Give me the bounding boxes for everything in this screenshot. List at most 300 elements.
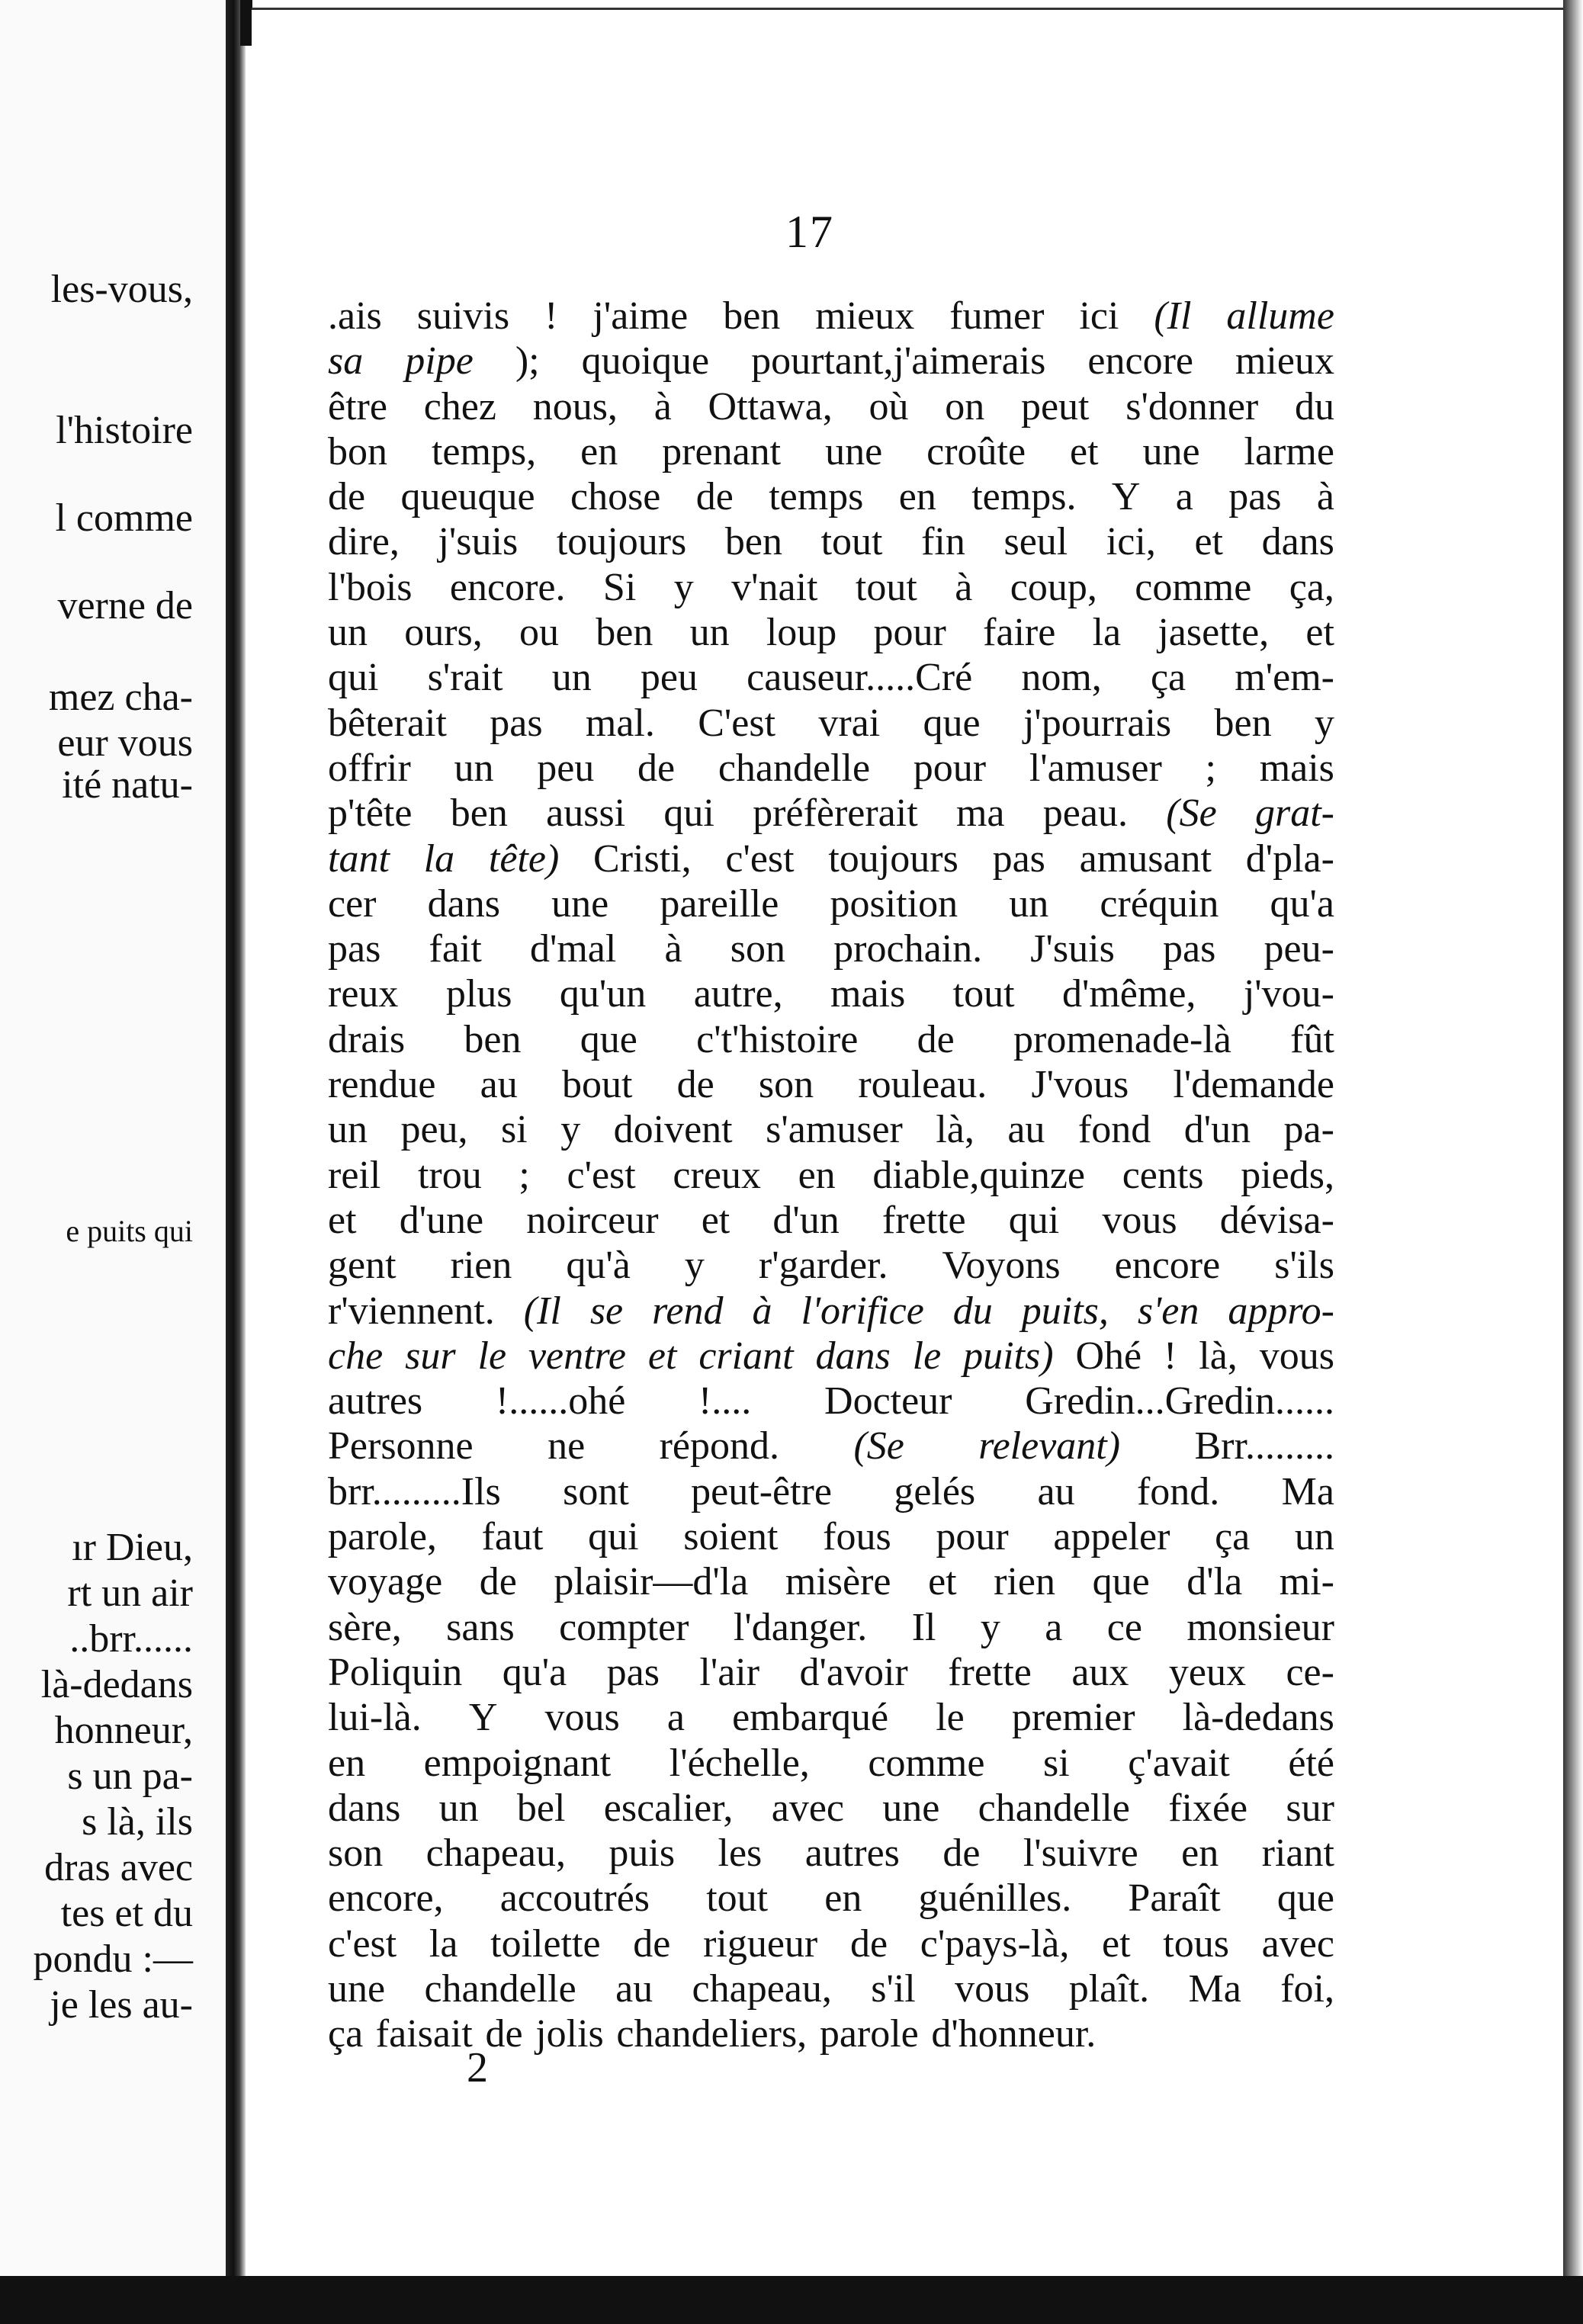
word: une [328,1966,386,2011]
word: fond [1077,1108,1151,1152]
text-line [328,1243,1334,1288]
word: mal. [585,701,655,745]
word: que [1092,1560,1150,1604]
word: drais [328,1017,406,1061]
text-line [328,746,1334,791]
word: m'em- [1235,656,1334,700]
left-page-fragment [0,0,233,2287]
word: que [580,1017,637,1061]
text-line [328,519,1334,564]
word: si [501,1108,528,1152]
word: tout [706,1876,769,1921]
word: s'en [1137,1289,1199,1333]
text-line [328,1334,1334,1379]
left-page-line: ité natu- [62,763,193,807]
word: en [824,1876,862,1921]
word: mieux [1235,339,1334,384]
word: queuque [400,475,535,519]
word: embarqué [732,1696,889,1740]
word: comme [1135,565,1252,609]
word: rouleau. [858,1063,987,1107]
left-page-line: l'histoire [56,409,193,452]
word: et [647,1334,677,1378]
word: à [1316,475,1334,519]
word: parole, [328,1515,437,1559]
word: a [666,1696,685,1740]
word: accoutrés [499,1876,650,1921]
word: pourtant,j'aimerais [751,339,1046,384]
word: p'tête [328,791,413,836]
word: rendue [328,1063,436,1107]
word: de [942,1831,981,1876]
word: frette [881,1198,966,1242]
word: du [952,1289,993,1333]
word: ben [464,1017,522,1061]
word: Ottawa, [708,384,833,429]
word: dans [328,1786,401,1830]
word: pour [936,1515,1009,1559]
word: j'pourrais [1023,701,1172,745]
word: monsieur [1186,1605,1334,1649]
word: au [1007,1108,1045,1152]
word: en [898,475,936,519]
word: tête) [488,836,560,881]
text-line [328,701,1334,746]
word: vous [1102,1198,1177,1242]
word: ce [1106,1605,1142,1649]
word: soient [683,1515,779,1559]
word: causeur.....Cré [747,656,973,700]
word: son [328,1831,384,1876]
word: d'avoir [799,1650,908,1694]
word: croûte [926,429,1026,473]
word: été [1288,1741,1334,1785]
word: l'air [699,1650,760,1694]
word: un [328,1108,368,1152]
word: larme [1244,429,1334,473]
left-page-line: l comme [55,496,193,540]
word: Ohé [1075,1334,1142,1378]
word: temps, [431,429,537,473]
word: mi- [1279,1560,1334,1604]
text-line [328,610,1334,655]
word: une [882,1786,940,1830]
word: qu'a [1270,881,1334,926]
word: promenade-là [1013,1017,1231,1061]
word: dans [427,881,500,926]
word: son [758,1063,814,1107]
word: un [551,656,592,700]
word: bêterait [328,701,447,745]
word: offrir [328,746,411,790]
gutter-top-mark [240,0,252,46]
word: Y [468,1696,498,1740]
text-line [328,294,1334,339]
text-line [328,1876,1334,1921]
word: Si [602,565,637,609]
word: où [869,384,909,429]
word: premier [1011,1696,1135,1740]
word: plaisir—d'la [554,1560,749,1604]
word: et [1102,1921,1131,1966]
word: Paraît [1128,1876,1221,1921]
text-line [328,1741,1334,1786]
word: son [730,927,785,971]
word: Ma [1188,1966,1241,2011]
word: gelés [894,1469,976,1513]
left-page-line: eur vous [57,721,193,765]
word: ça [328,2012,364,2056]
word: créquin [1100,881,1219,926]
word: peu [640,656,698,700]
word: loup [766,611,837,655]
word: une [551,881,609,926]
word: encore, [328,1876,444,1921]
word: un [1294,1515,1334,1559]
word: Personne [328,1424,474,1469]
word: et [928,1560,957,1604]
word: avec [771,1786,844,1830]
word: position [830,881,958,926]
text-line [328,1650,1334,1695]
word: d'la [1186,1560,1243,1604]
word: (Se [1166,791,1217,836]
word: on [945,384,985,429]
word: vous [544,1696,620,1740]
word: l'amuser [1029,746,1162,790]
word: encore. [449,565,566,609]
text-line [328,1424,1334,1469]
word: s'ils [1274,1244,1334,1288]
word: Cristi, [593,836,692,881]
word: appro- [1228,1289,1334,1333]
word: là-dedans [1182,1696,1334,1740]
word: jasette, [1158,611,1270,655]
word: pas [1228,475,1282,519]
word: une [1142,429,1200,473]
word: temps [769,475,864,519]
word: de [479,1560,517,1604]
word: y [1314,701,1334,745]
word: pas [490,701,543,745]
word: qu'à [566,1244,631,1288]
text-line [328,1921,1334,1966]
word: allume [1226,294,1334,338]
word: et [1305,611,1334,655]
text-line [328,339,1334,384]
left-page-line: pondu :— [33,1937,193,1981]
word: Voyons [942,1244,1061,1288]
text-line [328,1198,1334,1243]
word: là, [936,1108,975,1152]
word: grat- [1254,791,1334,836]
word: C'est [698,701,776,745]
word: pipe [405,339,474,384]
word: sa [328,339,364,384]
word: compter [559,1605,689,1649]
word: j'vou- [1243,972,1334,1016]
word: mais [830,972,906,1016]
word: d'un [1183,1108,1251,1152]
word: r'viennent. [328,1289,495,1333]
word: pas [606,1650,660,1694]
word: chandelle [718,746,871,790]
word: peu [537,746,595,790]
word: !......ohé [495,1379,626,1424]
word: bout [561,1063,633,1107]
word: se [589,1289,624,1333]
word: à [664,927,682,971]
word: tout [855,565,917,609]
word: l'bois [328,565,413,609]
word: à [653,384,672,429]
word: d'mal [529,927,617,971]
word: la [1092,611,1122,655]
word: s'donner [1125,384,1259,429]
word: doivent [613,1108,733,1152]
word: de [676,1063,714,1107]
text-line [328,1605,1334,1650]
word: peut [1020,384,1090,429]
word: ben [596,611,653,655]
word: (Il [523,1289,561,1333]
left-page-line: je les au- [50,1983,193,2027]
word: autre, [693,972,783,1016]
word: sur [405,1334,456,1378]
word: foi, [1280,1966,1334,2011]
word: un [328,611,368,655]
word: autres [804,1831,900,1876]
word: cents [1122,1153,1204,1197]
word: escalier, [603,1786,734,1830]
word: pas [328,927,381,971]
word: pas [992,836,1045,881]
left-page-line: e puits qui [66,1214,193,1248]
word: yeux [1168,1650,1246,1694]
word: brr.........Ils [328,1469,501,1513]
text-line [328,1559,1334,1604]
word: voyage [328,1560,443,1604]
word: fixée [1168,1786,1248,1830]
left-page-line: honneur, [54,1709,193,1752]
word: encore [1087,339,1193,384]
word: trou [417,1153,482,1197]
word: ça [1215,1515,1251,1559]
word: rend [652,1289,724,1333]
word: J'vous [1031,1063,1129,1107]
text-line [328,565,1334,610]
word: faire [983,611,1056,655]
left-page-line: tes et du [60,1892,193,1935]
word: qui [588,1515,639,1559]
word: ou [519,611,560,655]
left-page-line: ır Dieu, [72,1526,193,1569]
word: vrai [818,701,881,745]
word: fait [429,927,482,971]
text-line [328,655,1334,700]
word: vous [955,1966,1030,2011]
signature-mark: 2 [467,2044,488,2091]
word: plus [445,972,512,1016]
word: d'une [399,1198,484,1242]
word: encore [1114,1244,1221,1288]
text-line [328,384,1334,429]
word: a [1045,1605,1063,1649]
word: ne [547,1424,586,1469]
text-line [328,1379,1334,1424]
word: en [1181,1831,1219,1876]
word: dévisa- [1219,1198,1334,1242]
word: un [689,611,730,655]
word: aux [1071,1650,1129,1694]
word: j'aime [592,294,689,338]
text-line [328,1966,1334,2011]
word: le [912,1334,942,1378]
left-page-line: dras avec [44,1846,193,1889]
word: diable,quinze [872,1153,1086,1197]
word: nom, [1021,656,1102,700]
word: Il [911,1605,936,1649]
word: amusant [1079,836,1212,881]
word: aussi [546,791,626,836]
word: Y [1111,475,1141,519]
text-line [328,971,1334,1016]
word: (Se [853,1424,904,1469]
word: r'garder. [758,1244,888,1288]
word: peu- [1264,927,1334,971]
word: pa- [1283,1108,1334,1152]
word: y [684,1244,705,1288]
word: sont [563,1469,629,1513]
word: au [480,1063,518,1107]
word: rien [450,1244,512,1288]
word: au [615,1966,653,2011]
word: un [438,1786,479,1830]
word: de [849,1921,888,1966]
word: peau. [1042,791,1128,836]
word: (Il [1154,294,1192,338]
text-line [328,429,1334,474]
word: le [936,1696,965,1740]
word: toujours [828,836,958,881]
word: creux [673,1153,761,1197]
word: fût [1290,1017,1334,1061]
word: dire, [328,520,400,564]
text-line [328,926,1334,971]
word: c'est [328,1921,397,1966]
word: peu, [400,1108,468,1152]
word: en [328,1741,366,1785]
word: faut [481,1515,544,1559]
word: bel [516,1786,566,1830]
word: ben [1214,701,1272,745]
word: ben [450,791,508,836]
word: ç'avait [1128,1741,1230,1785]
word: guénilles. [918,1876,1072,1921]
word: ce- [1286,1650,1334,1694]
word: et [1194,520,1223,564]
word: ici, [1106,520,1156,564]
word: l'suivre [1023,1831,1138,1876]
word: qu'un [559,972,647,1016]
page-number: 17 [785,207,834,257]
text-line [328,836,1334,881]
word: fous [823,1515,891,1559]
word: qui [1008,1198,1060,1242]
word: nous, [532,384,618,429]
word: que [1276,1876,1334,1921]
word: pieds, [1241,1153,1334,1197]
word: à [955,565,973,609]
word: du [1295,384,1334,429]
word: comme [868,1741,985,1785]
word: cer [328,881,377,926]
left-page-line: mez cha- [48,676,193,719]
word: d'honneur. [931,2012,1097,2056]
left-page-line: là-dedans [40,1663,193,1706]
word: bon [328,429,387,473]
word: dans [815,1334,891,1378]
word: puits) [963,1334,1054,1378]
word: qu'a [502,1650,567,1694]
text-line [328,1153,1334,1198]
word: prenant [662,429,782,473]
word: tous [1163,1921,1229,1966]
word: tout [952,972,1015,1016]
word: pour [913,746,987,790]
word: prochain. [833,927,983,971]
text-line [328,1786,1334,1831]
word: chandelle [978,1786,1130,1830]
word: reil [328,1153,381,1197]
left-page-line: s là, ils [82,1800,193,1844]
word: Poliquin [328,1650,463,1694]
word: en [580,429,618,473]
word: y [980,1605,1000,1649]
word: de [328,475,366,519]
word: j'suis [438,520,519,564]
word: ours, [404,611,483,655]
word: l'demande [1173,1063,1334,1107]
word: toilette [490,1921,601,1966]
word: ici [1079,294,1119,338]
book-gutter [226,0,246,2280]
word: qui [663,791,714,836]
word: et [1070,429,1099,473]
word: sère, [328,1605,402,1649]
word: ça [1150,656,1186,700]
word: un [454,746,494,790]
word: parole [819,2012,919,2056]
word: l'danger. [733,1605,868,1649]
text-line [328,1107,1334,1152]
word: fin [921,520,965,564]
word: s'il [871,1966,916,2011]
word: d'pla- [1245,836,1334,881]
word: autres [328,1379,423,1424]
word: être [328,384,387,429]
word: quoique [581,339,710,384]
word: de [633,1921,671,1966]
word: seul [1003,520,1068,564]
word: à [752,1289,772,1333]
body-text [328,294,1334,2057]
word: empoignant [423,1741,612,1785]
word: faisait [375,2012,473,2056]
word: de [917,1017,955,1061]
left-page-line: rt un air [67,1571,193,1615]
word: temps. [971,475,1077,519]
